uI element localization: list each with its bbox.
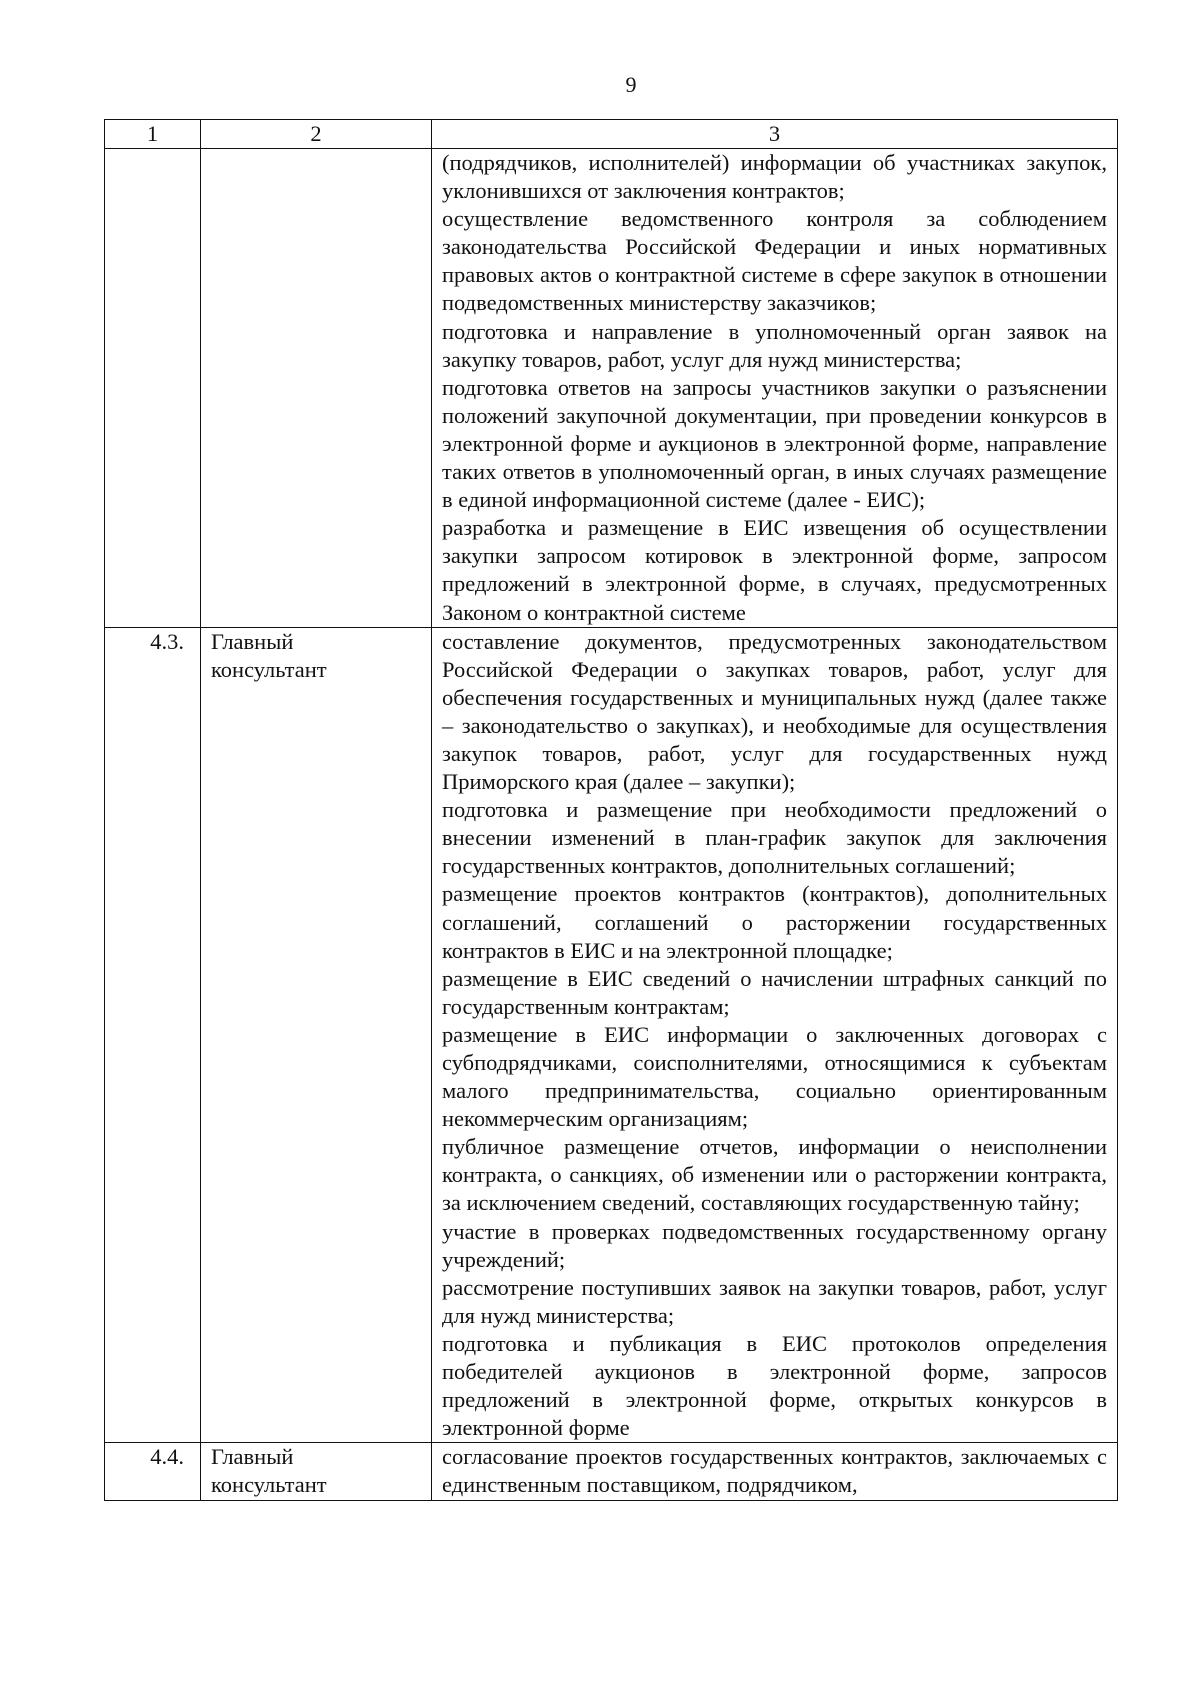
duty-paragraph: подготовка и размещение при необходимости предложений о внесении изменений в план-график закупок для заключения государственных контрактов, дополнительных соглашений;	[442, 797, 1107, 879]
duty-paragraph: подготовка и публикация в ЕИС протоколов определения победителей аукционов в электронной форме, запросов предложений в электронной форме, открытых конкурсов в электронной форме	[442, 1330, 1107, 1441]
duty-paragraph: подготовка и направление в уполномоченный орган заявок на закупку товаров, работ, услуг для нужд министерства;	[442, 318, 1107, 372]
header-cell-2: 2	[201, 120, 432, 149]
position-title-line: консультант	[211, 656, 327, 682]
duty-paragraph: размещение проектов контрактов (контрактов), дополнительных соглашений, соглашений о расторжении государственных контрактов в ЕИС и на электронной площадке;	[442, 881, 1107, 963]
duty-paragraph: размещение в ЕИС информации о заключенных договорах с субподрядчиками, соисполнителями, относящимися к субъектам малого предпринимательства, социально ориентированным некоммерческим организациям;	[442, 1021, 1107, 1132]
row-number: 4.4.	[105, 1443, 201, 1500]
header-cell-1: 1	[105, 120, 201, 149]
duty-paragraph: осуществление ведомственного контроля за соблюдением законодательства Российской Федерации и иных нормативных правовых актов о контрактной системе в сфере закупок в отношении подведомственных министерству заказчиков;	[442, 206, 1107, 316]
duty-paragraph: участие в проверках подведомственных государственному органу учреждений;	[442, 1218, 1107, 1272]
duty-paragraph: публичное размещение отчетов, информации о неисполнении контракта, о санкциях, об изменении или о расторжении контракта, за исключением сведений, составляющих государственную тайну;	[442, 1134, 1107, 1216]
duty-paragraph: размещение в ЕИС сведений о начислении штрафных санкций по государственным контрактам;	[442, 965, 1107, 1019]
position-title-line: Главный	[211, 628, 294, 654]
row-number: 4.3.	[105, 627, 201, 1443]
duty-paragraph: составление документов, предусмотренных законодательством Российской Федерации о закупках товаров, работ, услуг для обеспечения государственных и муниципальных нужд (далее также – законодательство о закупках), и необходимые для осуществления закупок товаров, работ, услуг для государственных нужд Приморского края (далее – закупки);	[442, 628, 1107, 795]
duty-paragraph: рассмотрение поступивших заявок на закупки товаров, работ, услуг для нужд министерства;	[442, 1274, 1107, 1328]
row-number	[105, 149, 201, 628]
duties-cell	[432, 1443, 1118, 1500]
duty-paragraph: разработка и размещение в ЕИС извещения об осуществлении закупки запросом котировок в электронной форме, запросом предложений в электронной форме, в случаях, предусмотренных Законом о контрактной системе	[442, 515, 1107, 625]
header-cell-3: 3	[432, 120, 1118, 149]
position-title	[201, 1443, 432, 1500]
table-row	[105, 1443, 1118, 1500]
position-title-line: Главный	[211, 1444, 294, 1470]
position-title	[201, 627, 432, 1443]
duty-paragraph: (подрядчиков, исполнителей) информации об участниках закупок, уклонившихся от заключения контрактов;	[442, 150, 1107, 204]
table-header-row	[105, 120, 1118, 149]
page-number: 9	[625, 72, 637, 97]
duties-cell	[432, 149, 1118, 628]
duties-table	[104, 119, 1118, 1501]
duty-paragraph: согласование проектов государственных контрактов, заключаемых с единственным поставщиком, подрядчиком,	[442, 1444, 1107, 1498]
position-title	[201, 149, 432, 628]
duty-paragraph: подготовка ответов на запросы участников закупки о разъяснении положений закупочной документации, при проведении конкурсов в электронной форме и аукционов в электронной форме, направление таких ответов в уполномоченный орган, в иных случаях размещение в единой информационной системе (далее - ЕИС);	[442, 374, 1107, 513]
position-title-line: консультант	[211, 1472, 327, 1498]
table-row	[105, 149, 1118, 628]
duties-cell	[432, 627, 1118, 1443]
table-row	[105, 627, 1118, 1443]
